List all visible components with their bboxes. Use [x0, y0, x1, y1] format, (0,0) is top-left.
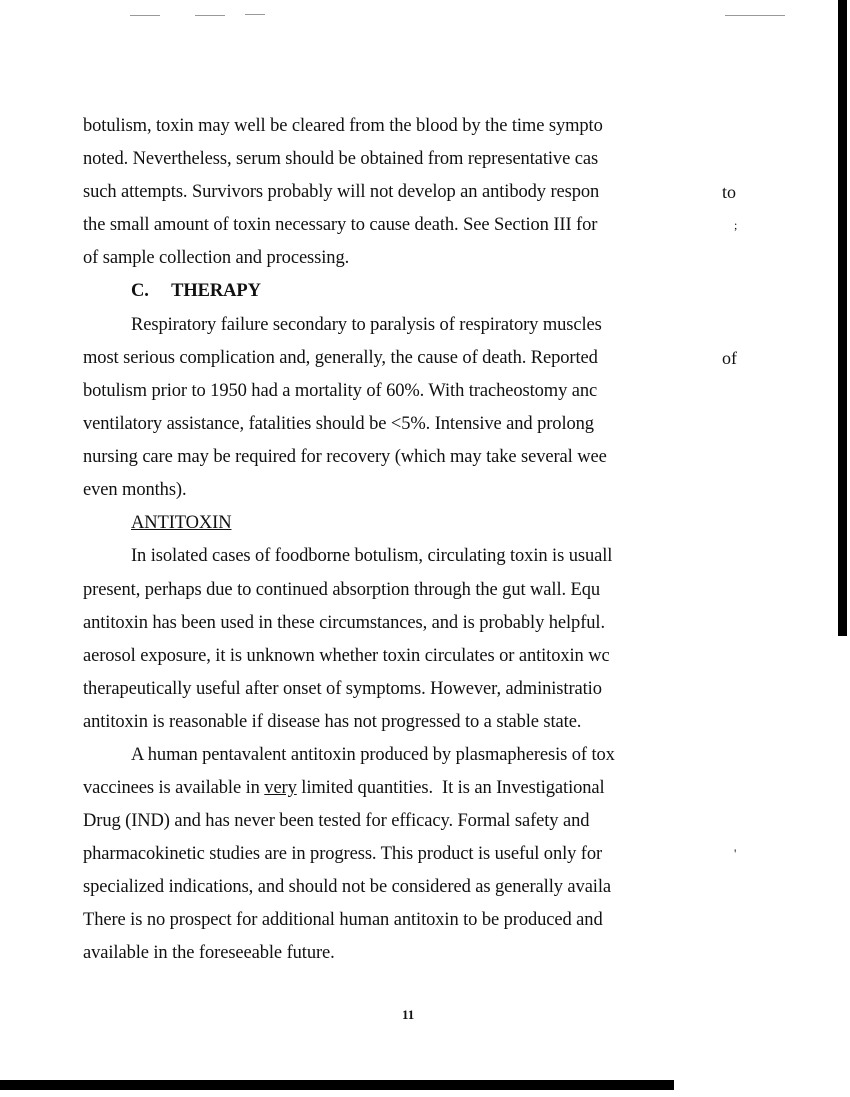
text-line: In isolated cases of foodborne botulism, circulating toxin is usuall	[131, 546, 613, 566]
margin-text: to	[722, 182, 737, 202]
text-line: botulism, toxin may well be cleared from the blood by the time sympto	[83, 116, 603, 136]
text-line: botulism prior to 1950 had a mortality of 60%. With tracheostomy anc	[83, 381, 598, 401]
text-run: vaccinees is available in	[83, 778, 265, 798]
text-line: noted. Nevertheless, serum should be obtained from representative cas	[83, 149, 599, 169]
scan-artifact	[245, 14, 265, 15]
text-line: most serious complication and, generally, the cause of death. Reported	[83, 348, 598, 368]
text-line: pharmacokinetic studies are in progress. This product is useful only for	[83, 844, 603, 864]
margin-text: '	[734, 846, 737, 861]
text-line: There is no prospect for additional human antitoxin to be produced and	[83, 910, 603, 930]
text-line: such attempts. Survivors probably will not develop an antibody respon	[83, 182, 600, 202]
text-line: specialized indications, and should not be considered as generally availa	[83, 877, 611, 897]
margin-text: of	[722, 348, 737, 368]
scan-edge-bar	[838, 0, 847, 636]
text-line: ventilatory assistance, fatalities should be <5%. Intensive and prolong	[83, 414, 594, 434]
text-line: antitoxin has been used in these circumstances, and is probably helpful.	[83, 613, 605, 633]
scan-bottom-bar	[0, 1080, 674, 1090]
text-line: antitoxin is reasonable if disease has not progressed to a stable state.	[83, 712, 582, 732]
margin-text: ;	[734, 218, 738, 232]
text-line: Respiratory failure secondary to paralysis of respiratory muscles	[131, 315, 602, 335]
text-line: nursing care may be required for recovery (which may take several wee	[83, 447, 607, 467]
scan-artifact	[130, 15, 160, 16]
text-line	[83, 776, 669, 800]
scan-artifact	[195, 15, 225, 16]
text-line: A human pentavalent antitoxin produced by plasmapheresis of tox	[131, 745, 615, 765]
text-line: present, perhaps due to continued absorption through the gut wall. Equ	[83, 580, 601, 600]
text-line: therapeutically useful after onset of symptoms. However, administratio	[83, 679, 602, 699]
text-line: Drug (IND) and has never been tested for efficacy. Formal safety and	[83, 811, 590, 831]
page-number: 11	[402, 1007, 415, 1022]
text-line: aerosol exposure, it is unknown whether toxin circulates or antitoxin wc	[83, 646, 610, 666]
subheading: ANTITOXIN	[131, 513, 232, 533]
text-line: available in the foreseeable future.	[83, 943, 335, 963]
text-line: of sample collection and processing.	[83, 248, 350, 268]
text-run: limited quantities. It is an Investigational	[296, 778, 605, 798]
section-heading: C. THERAPY	[131, 281, 261, 301]
text-line: even months).	[83, 480, 187, 500]
scan-artifact	[725, 15, 785, 16]
text-line: the small amount of toxin necessary to cause death. See Section III for	[83, 215, 598, 235]
emphasis: very	[264, 778, 297, 798]
